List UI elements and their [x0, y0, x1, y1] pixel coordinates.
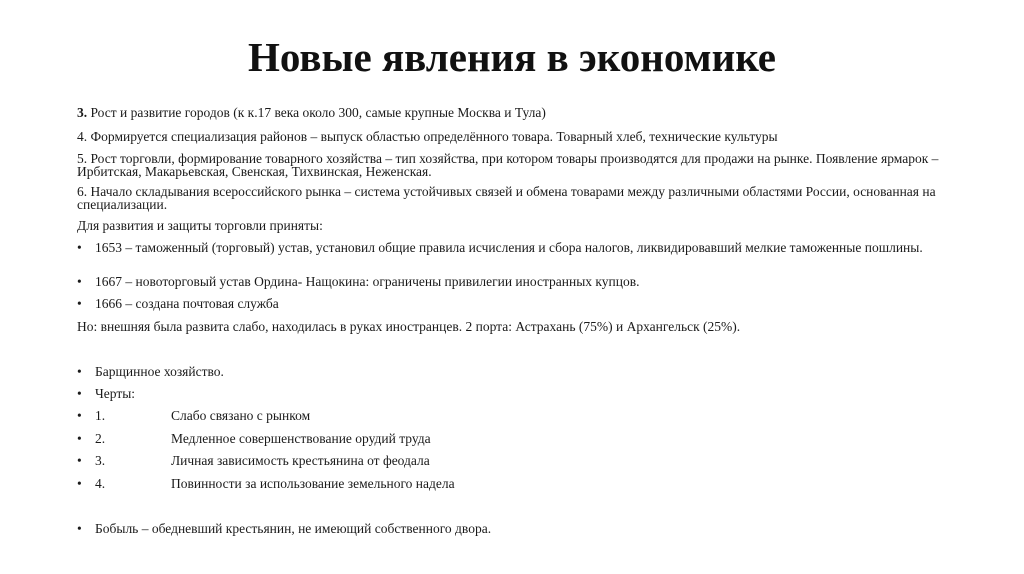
bullet-icon: •	[77, 274, 82, 289]
paragraph-specialization: 4. Формируется специализация районов – выпуск областью определённого товара. Товарный хлеб, технические культуры	[77, 129, 778, 144]
paragraph-market: 6. Начало складывания всероссийского рынка – система устойчивых связей и обмена товарами между различными областями России, основанная на специализации.	[77, 184, 936, 212]
list-item-text: Бобыль – обедневший крестьянин, не имеющий собственного двора.	[95, 521, 492, 536]
bullet-icon: •	[77, 453, 82, 468]
bullet-icon: •	[77, 408, 82, 423]
bullet-icon: •	[77, 364, 82, 379]
list-item	[77, 387, 957, 400]
bullet-icon: •	[77, 240, 82, 255]
list-item	[77, 522, 957, 535]
list-item-text: 1667 – новоторговый устав Ордина- Нащокина: ограничены привилегии иностранных купцов.	[95, 274, 640, 289]
list-item-text: 1653 – таможенный (торговый) устав, установил общие правила исчисления и сбора налогов, ликвидировавший мелкие таможенные пошлины.	[95, 240, 923, 255]
bullet-icon: •	[77, 476, 82, 491]
feature-text: Медленное совершенствование орудий труда	[171, 431, 431, 446]
paragraph-cities	[77, 106, 957, 119]
item-number: 3.	[77, 105, 88, 120]
bullet-icon: •	[77, 296, 82, 311]
feature-text: Повинности за использование земельного надела	[171, 476, 455, 491]
feature-item	[77, 432, 957, 446]
feature-item	[77, 454, 957, 468]
list-item-text: Черты:	[95, 386, 136, 401]
feature-number: 1.	[95, 408, 106, 423]
paragraph-foreign-trade: Но: внешняя была развита слабо, находилась в руках иностранцев. 2 порта: Астрахань (75%) и Архангельск (25%).	[77, 319, 741, 334]
feature-number: 3.	[95, 453, 106, 468]
list-item-text: 1666 – создана почтовая служба	[95, 296, 279, 311]
list-item-text: Барщинное хозяйство.	[95, 364, 224, 379]
feature-number: 4.	[95, 476, 106, 491]
slide-title: Новые явления в экономике	[247, 34, 776, 80]
paragraph-trade-intro: Для развития и защиты торговли приняты:	[77, 218, 323, 233]
bullet-icon: •	[77, 431, 82, 446]
feature-item	[77, 477, 957, 491]
list-item	[77, 275, 957, 288]
feature-item	[77, 409, 957, 423]
paragraph-trade-growth: 5. Рост торговли, формирование товарного хозяйства – тип хозяйства, при котором товары производятся для продажи на рынке. Появление ярмарок – Ирбитская, Макарьевская, Свенская, Тихвинская, Неженская.	[77, 151, 939, 179]
bullet-icon: •	[77, 386, 82, 401]
list-item	[77, 365, 957, 378]
list-item	[77, 241, 957, 254]
paragraph-text: Рост и развитие городов (к к.17 века около 300, самые крупные Москва и Тула)	[87, 105, 546, 120]
feature-text: Слабо связано с рынком	[171, 408, 311, 423]
bullet-icon: •	[77, 521, 82, 536]
feature-number: 2.	[95, 431, 106, 446]
list-item	[77, 297, 957, 310]
feature-text: Личная зависимость крестьянина от феодала	[171, 453, 430, 468]
